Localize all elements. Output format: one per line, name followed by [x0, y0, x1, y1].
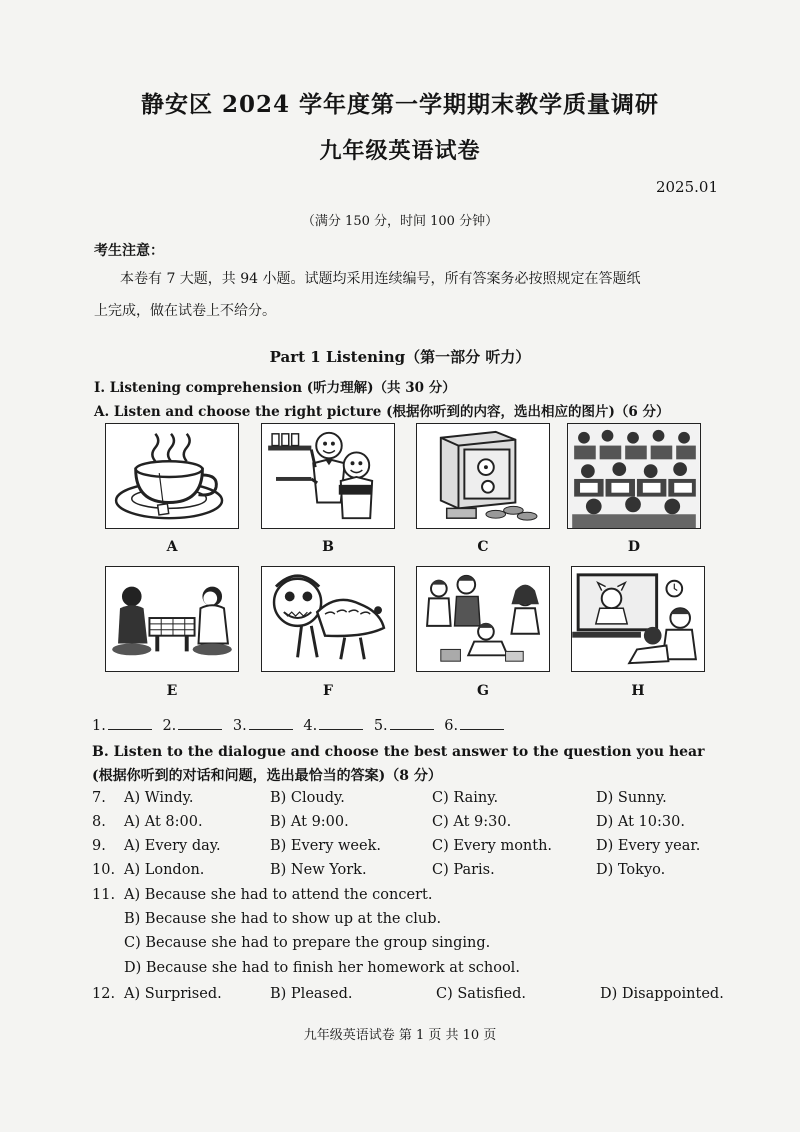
- option-d: D) Tokyo.: [596, 862, 666, 878]
- section-heading-1: I. Listening comprehension (听力理解)（共 30 分）: [94, 380, 456, 396]
- picture-label-g: G: [477, 683, 489, 699]
- question-number: 12.: [92, 986, 116, 1002]
- option-d: D) Sunny.: [596, 790, 667, 806]
- picture-label-b: B: [322, 539, 334, 555]
- section-heading-a: A. Listen and choose the right picture (根据你听到的内容，选出相应的图片)（6 分）: [94, 404, 670, 420]
- score-time-note: （满分 150 分，时间 100 分钟）: [301, 214, 499, 229]
- question-row: [92, 814, 732, 836]
- option-a: A) Every day.: [124, 838, 221, 854]
- question-row-11: [92, 887, 732, 909]
- blank-1[interactable]: 1.: [92, 717, 152, 734]
- picture-label-c: C: [477, 539, 489, 555]
- question-number: 8.: [92, 814, 106, 830]
- answer-blanks: [92, 717, 510, 734]
- question-row: [92, 838, 732, 860]
- option-a: A) At 8:00.: [124, 814, 203, 830]
- picture-label-d: D: [627, 539, 641, 555]
- question-number: 11.: [92, 887, 116, 903]
- question-number: 10.: [92, 862, 116, 878]
- children-reading-picture: [416, 566, 550, 672]
- option-d: D) Because she had to finish her homework at school.: [124, 960, 520, 976]
- option-a: A) Because she had to attend the concert.: [124, 887, 433, 903]
- option-b: B) Pleased.: [270, 986, 353, 1002]
- teacup-picture: [105, 423, 239, 529]
- part-heading: Part 1 Listening（第一部分 听力）: [269, 348, 531, 366]
- page-footer: 九年级英语试卷 第 1 页 共 10 页: [303, 1028, 497, 1043]
- blank-6[interactable]: 6.: [444, 717, 504, 734]
- picture-label-h: H: [631, 683, 645, 699]
- option-c: C) Satisfied.: [436, 986, 526, 1002]
- option-d: D) At 10:30.: [596, 814, 685, 830]
- option-a: A) London.: [124, 862, 205, 878]
- question-row: [92, 790, 732, 812]
- option-b: B) Because she had to show up at the club.: [124, 911, 442, 927]
- picture-label-e: E: [166, 683, 178, 699]
- option-d: D) Disappointed.: [600, 986, 724, 1002]
- question-row: [92, 862, 732, 884]
- option-c: C) Every month.: [432, 838, 553, 854]
- picture-label-a: A: [166, 539, 178, 555]
- computer-room-picture: [567, 423, 701, 529]
- watching-tv-picture: [571, 566, 705, 672]
- notice-line-2: 上完成，做在试卷上不给分。: [94, 303, 276, 319]
- blank-4[interactable]: 4.: [303, 717, 363, 734]
- option-c: C) Paris.: [432, 862, 495, 878]
- option-a: A) Surprised.: [124, 986, 222, 1002]
- safe-money-picture: [416, 423, 550, 529]
- blank-3[interactable]: 3.: [233, 717, 293, 734]
- exam-subtitle: 九年级英语试卷: [319, 138, 481, 164]
- blank-5[interactable]: 5.: [374, 717, 434, 734]
- option-d: D) Every year.: [596, 838, 701, 854]
- option-b: B) Cloudy.: [270, 790, 345, 806]
- picture-label-f: F: [323, 683, 333, 699]
- notice-line-1: 本卷有 7 大题，共 94 小题。试题均采用连续编号，所有答案务必按照规定在答题纸: [120, 271, 641, 287]
- question-number: 7.: [92, 790, 106, 806]
- option-a: A) Windy.: [124, 790, 194, 806]
- option-b: B) At 9:00.: [270, 814, 349, 830]
- exam-date: 2025.01: [655, 178, 718, 196]
- option-c: C) Rainy.: [432, 790, 499, 806]
- chess-players-picture: [105, 566, 239, 672]
- option-c: C) Because she had to prepare the group singing.: [124, 935, 491, 951]
- section-heading-b: B. Listen to the dialogue and choose the best answer to the question you hear (根据你听到的对话和问题，选出最恰当的答案)（8 分）: [92, 744, 705, 784]
- question-number: 9.: [92, 838, 106, 854]
- exam-title: 静安区 2024 学年度第一学期期末教学质量调研: [140, 91, 660, 118]
- notice-heading: 考生注意：: [94, 243, 164, 259]
- lion-dance-picture: [261, 566, 395, 672]
- waiters-picture: [261, 423, 395, 529]
- blank-2[interactable]: 2.: [162, 717, 222, 734]
- option-b: B) Every week.: [270, 838, 381, 854]
- option-c: C) At 9:30.: [432, 814, 512, 830]
- option-b: B) New York.: [270, 862, 367, 878]
- question-row-12: [92, 986, 732, 1008]
